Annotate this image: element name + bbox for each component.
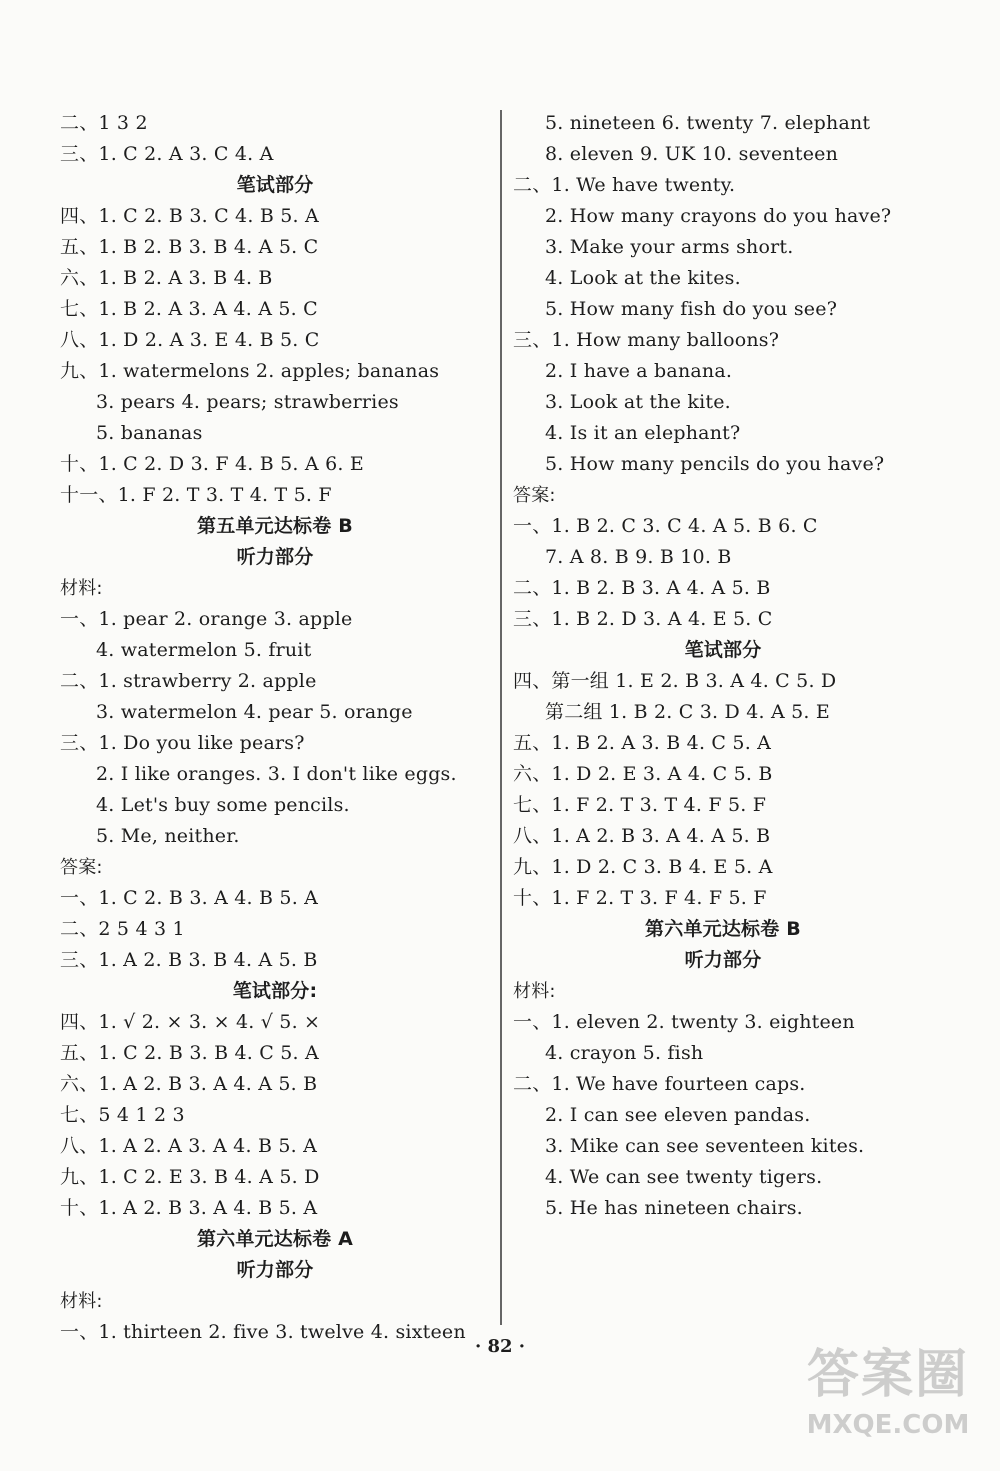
answer-line: 九、1. C 2. E 3. B 4. A 5. D <box>60 1166 320 1188</box>
answer-line: 一、1. B 2. C 3. C 4. A 5. B 6. C <box>513 515 818 537</box>
answer-line-indented: 5. How many fish do you see? <box>545 298 838 320</box>
answer-line-indented: 3. Make your arms short. <box>545 236 794 258</box>
section-heading: 笔试部分 <box>236 174 314 196</box>
answer-line: 二、1. We have twenty. <box>513 174 736 196</box>
answer-line: 六、1. D 2. E 3. A 4. C 5. B <box>513 763 773 785</box>
answer-line: 十一、1. F 2. T 3. T 4. T 5. F <box>60 484 332 506</box>
answer-line: 十、1. F 2. T 3. F 4. F 5. F <box>513 887 767 909</box>
section-heading: 听力部分 <box>684 949 762 971</box>
section-label: 答案: <box>513 485 556 506</box>
answer-line: 五、1. B 2. B 3. B 4. A 5. C <box>60 236 319 258</box>
answer-line: 二、2 5 4 3 1 <box>60 918 185 940</box>
column-divider <box>500 110 502 1325</box>
answer-line: 五、1. B 2. A 3. B 4. C 5. A <box>513 732 772 754</box>
answer-line: 七、1. F 2. T 3. T 4. F 5. F <box>513 794 767 816</box>
answer-line-indented: 5. How many pencils do you have? <box>545 453 885 475</box>
answer-line: 三、1. C 2. A 3. C 4. A <box>60 143 274 165</box>
answer-line: 二、1. B 2. B 3. A 4. A 5. B <box>513 577 771 599</box>
answer-line: 二、1 3 2 <box>60 112 148 134</box>
answer-line: 七、5 4 1 2 3 <box>60 1104 185 1126</box>
section-heading: 笔试部分: <box>232 980 318 1002</box>
answer-line-indented: 5. bananas <box>96 422 203 444</box>
answer-line-indented: 2. I like oranges. 3. I don't like eggs. <box>96 763 457 785</box>
answer-line-indented: 7. A 8. B 9. B 10. B <box>545 546 732 568</box>
answer-line-indented: 3. watermelon 4. pear 5. orange <box>96 701 413 723</box>
answer-line: 九、1. D 2. C 3. B 4. E 5. A <box>513 856 773 878</box>
answer-line-indented: 4. crayon 5. fish <box>545 1042 704 1064</box>
answer-line: 四、1. C 2. B 3. C 4. B 5. A <box>60 205 319 227</box>
answer-line: 十、1. C 2. D 3. F 4. B 5. A 6. E <box>60 453 364 475</box>
answer-line: 四、第一组 1. E 2. B 3. A 4. C 5. D <box>513 670 837 692</box>
left-column <box>60 108 490 1348</box>
answer-line: 八、1. A 2. A 3. A 4. B 5. A <box>60 1135 318 1157</box>
answer-line-indented: 4. Look at the kites. <box>545 267 741 289</box>
answer-line: 六、1. B 2. A 3. B 4. B <box>60 267 273 289</box>
answer-line-indented: 4. watermelon 5. fruit <box>96 639 312 661</box>
page-number: · 82 · <box>474 1336 526 1357</box>
answer-line-indented: 2. I can see eleven pandas. <box>545 1104 811 1126</box>
section-heading: 听力部分 <box>236 1259 314 1281</box>
answer-line-indented: 5. nineteen 6. twenty 7. elephant <box>545 112 871 134</box>
answer-line-indented: 3. pears 4. pears; strawberries <box>96 391 399 413</box>
answer-line-indented: 4. Is it an elephant? <box>545 422 741 444</box>
answer-line-indented: 4. We can see twenty tigers. <box>545 1166 823 1188</box>
answer-line: 八、1. D 2. A 3. E 4. B 5. C <box>60 329 320 351</box>
section-heading: 第六单元达标卷 B <box>645 918 801 940</box>
section-label: 材料: <box>60 1291 103 1312</box>
answer-line-indented: 5. Me, neither. <box>96 825 240 847</box>
answer-line: 一、1. eleven 2. twenty 3. eighteen <box>513 1011 855 1033</box>
answer-line-indented: 第二组 1. B 2. C 3. D 4. A 5. E <box>545 701 830 723</box>
section-label: 材料: <box>60 578 103 599</box>
answer-line: 三、1. A 2. B 3. B 4. A 5. B <box>60 949 318 971</box>
answer-line: 五、1. C 2. B 3. B 4. C 5. A <box>60 1042 319 1064</box>
answer-line-indented: 5. He has nineteen chairs. <box>545 1197 803 1219</box>
section-label: 材料: <box>513 981 556 1002</box>
answer-line: 二、1. strawberry 2. apple <box>60 670 317 692</box>
answer-line: 二、1. We have fourteen caps. <box>513 1073 806 1095</box>
answer-line-indented: 3. Look at the kite. <box>545 391 731 413</box>
answer-line-indented: 3. Mike can see seventeen kites. <box>545 1135 865 1157</box>
answer-line: 八、1. A 2. B 3. A 4. A 5. B <box>513 825 771 847</box>
section-heading: 听力部分 <box>236 546 314 568</box>
answer-line-indented: 2. I have a banana. <box>545 360 733 382</box>
answer-line: 三、1. How many balloons? <box>513 329 780 351</box>
answer-line: 一、1. C 2. B 3. A 4. B 5. A <box>60 887 319 909</box>
answer-line-indented: 4. Let's buy some pencils. <box>96 794 350 816</box>
answer-line: 六、1. A 2. B 3. A 4. A 5. B <box>60 1073 318 1095</box>
answer-line: 三、1. B 2. D 3. A 4. E 5. C <box>513 608 773 630</box>
section-heading: 第五单元达标卷 B <box>197 515 353 537</box>
section-label: 答案: <box>60 857 103 878</box>
right-column <box>513 108 933 1224</box>
answer-line-indented: 8. eleven 9. UK 10. seventeen <box>545 143 839 165</box>
answer-line: 十、1. A 2. B 3. A 4. B 5. A <box>60 1197 318 1219</box>
answer-line-indented: 2. How many crayons do you have? <box>545 205 892 227</box>
answer-line: 九、1. watermelons 2. apples; bananas <box>60 360 440 382</box>
answer-line: 七、1. B 2. A 3. A 4. A 5. C <box>60 298 318 320</box>
answer-line: 一、1. thirteen 2. five 3. twelve 4. sixteen <box>60 1321 466 1343</box>
answer-line: 四、1. √ 2. × 3. × 4. √ 5. × <box>60 1011 321 1033</box>
section-heading: 第六单元达标卷 A <box>196 1228 354 1250</box>
section-heading: 笔试部分 <box>684 639 762 661</box>
answer-line: 一、1. pear 2. orange 3. apple <box>60 608 353 630</box>
watermark-logo <box>798 1342 978 1457</box>
watermark-logo-text: 答案圈 <box>806 1345 969 1405</box>
answer-line: 三、1. Do you like pears? <box>60 732 305 754</box>
watermark-url: MXQE.COM <box>806 1410 970 1440</box>
